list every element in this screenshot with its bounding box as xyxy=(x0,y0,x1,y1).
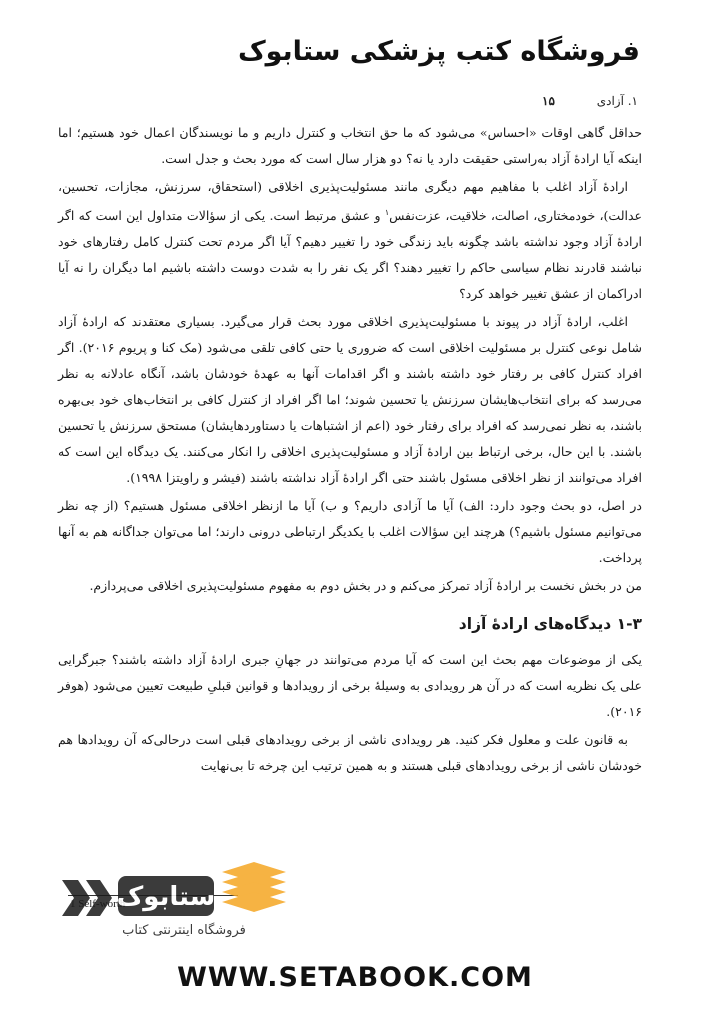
paragraph-part: و عشق مرتبط است. یکی از سؤالات متداول این است که اگر ارادهٔ آزاد وجود نداشته باشد چگونه باید زندگی خود را تغییر دهیم؟ آیا اگر مردم تحت کنترل کامل رفتارهای خود نباشند قادرند نظام سیاسی حاکم را تغییر دهند؟ اگر یک نفر را به شدت دوست داشته باشیم اما دیگران را نه آیا ادراکمان از عشق تغییر خواهد کرد؟ xyxy=(58,208,642,302)
logo-subtitle: فروشگاه اینترنتی کتاب xyxy=(122,923,246,938)
logo-wordmark: ستابوک xyxy=(116,882,216,912)
paragraph: در اصل، دو بحث وجود دارد: الف) آیا ما آزادی داریم؟ و ب) آیا ما ازنظر اخلاقی مسئول هستیم؟ (از چه نظر می‌توانیم مسئول باشیم؟) هرچند این سؤالات اغلب با یکدیگر ارتباطی درونی دارند؛ اما می‌توان جداگانه هم به آنها پرداخت. xyxy=(58,498,642,566)
chapter-title: ۱. آزادی xyxy=(596,94,638,108)
paragraph-part: ارادهٔ آزاد اغلب با مفاهیم مهم دیگری مانند مسئولیت‌پذیری اخلاقی (استحقاق، سرزنش، مجازات، تحسین، عدالت)، خودمختاری، اصالت، خلاقیت، عزت‌نفس xyxy=(58,179,642,224)
store-title: فروشگاه کتب پزشکی ستابوک xyxy=(237,36,640,67)
paragraph: اغلب، ارادهٔ آزاد در پیوند با مسئولیت‌پذیری اخلاقی مورد بحث قرار می‌گیرد. بسیاری معتقدند که ارادهٔ آزاد شامل نوعی کنترل بر مسئولیت اخلاقی است که ضروری یا حتی کافی تلقی می‌شود (مک کنا و پریوم ۲۰۱۶). اگر افراد کنترل کافی بر رفتار خود داشته باشند و اگر اقدامات آنها به عهدهٔ خودشان باشد، آنگاه عادلانه به نظر می‌رسد که برای انتخاب‌هایشان سرزنش یا تحسین شوند؛ اما اگر افراد از کنترل کافی بر انتخاب‌های خود بی‌بهره باشند، به نظر نمی‌رسد که افراد برای رفتار خود (اعم از اشتباهات یا دستاوردهایشان) مستحق سرزنش یا تحسین باشند. با این حال، برخی ارتباط بین ارادهٔ آزاد و مسئولیت‌پذیری اخلاقی را انکار می‌کنند. یک دیدگاه این است که افراد می‌توانند از نظر اخلاقی مسئول باشند حتی اگر ارادهٔ آزاد نداشته باشند (فیشر و راویتزا ۱۹۹۸). xyxy=(58,314,642,486)
running-header xyxy=(542,94,638,108)
setabook-logo-watermark xyxy=(44,858,334,944)
paragraph: حداقل گاهی اوقات «احساس» می‌شود که ما حق انتخاب و کنترل داریم و ما نویسندگان اعمال خود هستیم؛ اما اینکه آیا ارادهٔ آزاد به‌راستی حقیقت دارد یا نه؟ دو هزار سال است که مورد بحث و جدل است. xyxy=(58,125,642,166)
paragraph: یکی از موضوعات مهم بحث این است که آیا مردم می‌توانند در جهانِ جبری ارادهٔ آزاد داشته باشند؟ جبرگرایی علی یک نظریه است که در آن هر رویدادی به وسیلهٔ برخی از رویدادها و قوانین قبلیِ طبیعت تعیین می‌شود (هوفر ۲۰۱۶). xyxy=(58,652,642,720)
watermark-url: WWW.SETABOOK.COM xyxy=(177,962,533,993)
paragraph: من در بخش نخست بر ارادهٔ آزاد تمرکز می‌کنم و در بخش دوم به مفهوم مسئولیت‌پذیری اخلاقی می‌پردازم. xyxy=(89,578,642,594)
body-text xyxy=(58,120,642,781)
page-number: ۱۵ xyxy=(542,94,555,108)
paragraph: به قانون علت و معلول فکر کنید. هر رویدادی ناشی از برخی رویدادهای قبلی است درحالی‌که آن رویدادها هم خودشان ناشی از برخی رویدادهای قبلی هستند و به همین ترتیب این چرخه تا بی‌نهایت xyxy=(58,732,642,774)
chevron-icon xyxy=(62,880,90,916)
section-heading: ۱-۳ دیدگاه‌های ارادهٔ آزاد xyxy=(458,615,642,634)
footnote-marker: ۱ xyxy=(384,208,390,217)
paragraph xyxy=(58,174,642,307)
